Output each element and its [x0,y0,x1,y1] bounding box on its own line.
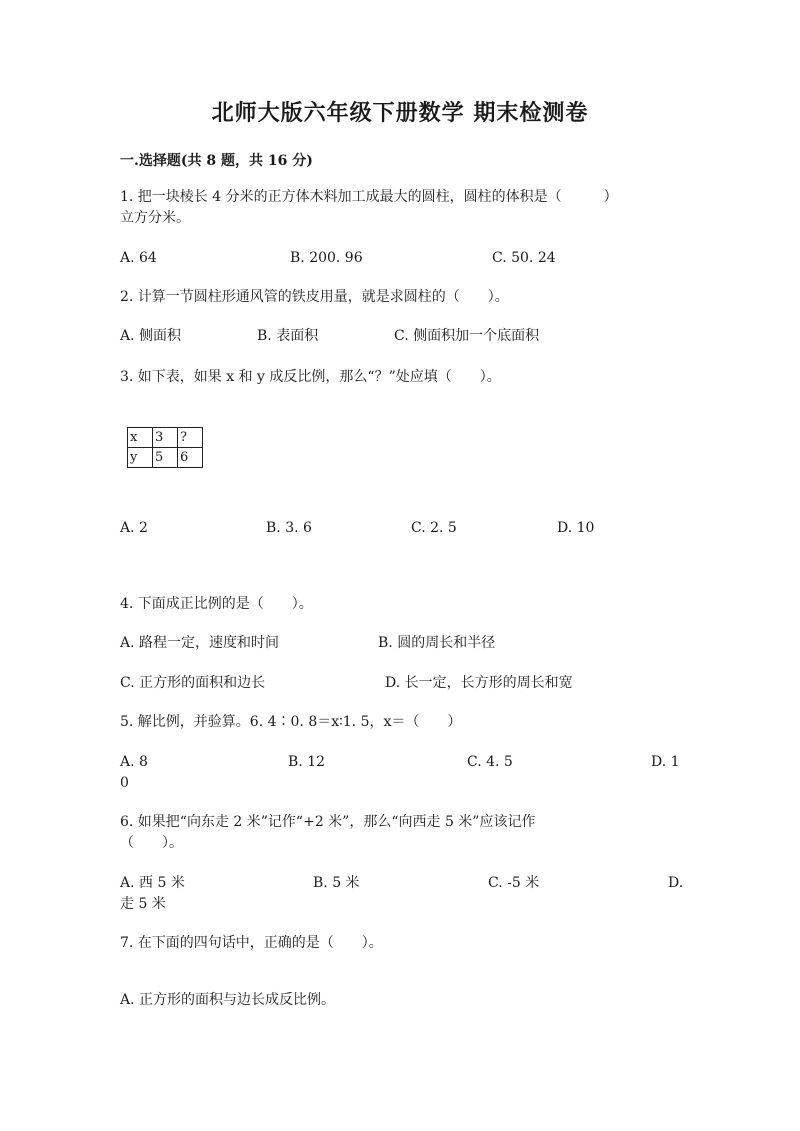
option-c[interactable]: C. 侧面积加一个底面积 [394,328,540,344]
option-b[interactable]: B. 3. 6 [266,520,312,536]
option-b[interactable]: B. 12 [288,754,326,770]
question-5-text: 5. 解比例，并验算。6. 4∶0. 8＝x∶1. 5，x＝（ ） [120,714,462,730]
option-a[interactable]: A. 64 [120,250,157,266]
question-3 [120,367,501,388]
option-b[interactable]: B. 5 米 [313,875,360,891]
question-6-options [120,873,682,915]
table-cell: 5 [153,448,178,468]
question-7-text: 7. 在下面的四句话中，正确的是（ ）。 [120,935,383,951]
question-7-options [120,990,682,1032]
option-b[interactable]: B. 200. 96 [290,250,363,266]
question-1-text-line1: 1. 把一块棱长 4 分米的正方体木料加工成最大的圆柱，圆柱的体积是（ ） [120,189,618,205]
table-cell: 3 [153,428,178,448]
table-cell: ? [178,428,203,448]
section-heading: 一.选择题(共 8 题，共 16 分) [120,153,313,169]
option-c[interactable]: C. -5 米 [488,875,540,891]
table-cell: 6 [178,448,203,468]
question-4-options-row2 [120,673,682,715]
table-cell: x [128,428,153,448]
option-a[interactable]: A. 西 5 米 [120,875,185,891]
question-1 [120,187,618,229]
question-1-options [120,248,682,290]
option-d[interactable]: D. 10 [557,520,595,536]
question-2-text: 2. 计算一节圆柱形通风管的铁皮用量，就是求圆柱的（ ）。 [120,289,509,305]
question-6-text-line2: （ ）。 [120,835,183,851]
question-2 [120,287,509,308]
question-5 [120,712,461,733]
option-c[interactable]: C. 50. 24 [492,250,556,266]
question-4-text: 4. 下面成正比例的是（ ）。 [120,596,313,612]
option-d-wrap: 0 [120,775,129,791]
question-7 [120,933,383,954]
option-d[interactable]: D. [668,875,684,891]
option-a[interactable]: A. 8 [120,754,148,770]
option-c[interactable]: C. 4. 5 [467,754,513,770]
question-6 [120,812,535,854]
question-1-text-line2: 立方分米。 [120,210,190,226]
option-a[interactable]: A. 正方形的面积与边长成反比例。 [120,992,336,1008]
option-b[interactable]: B. 表面积 [257,328,319,344]
question-2-options [120,326,682,368]
table-cell: y [128,448,153,468]
question-3-options [120,518,682,560]
table-row [128,448,203,468]
option-a[interactable]: A. 侧面积 [120,328,182,344]
question-3-text: 3. 如下表，如果 x 和 y 成反比例，那么“？”处应填（ ）。 [120,369,501,385]
page-title: 北师大版六年级下册数学 期末检测卷 [211,100,589,126]
xy-table [127,427,203,468]
option-d-wrap: 走 5 米 [120,896,166,912]
question-5-options [120,752,682,794]
question-6-text-line1: 6. 如果把“向东走 2 米”记作“+2 米”，那么“向西走 5 米”应该记作 [120,814,536,830]
option-d[interactable]: D. 1 [651,754,680,770]
option-d[interactable]: D. 长一定，长方形的周长和宽 [385,675,573,691]
question-4 [120,594,313,615]
option-b[interactable]: B. 圆的周长和半径 [378,635,496,651]
question-4-options-row1 [120,633,682,675]
option-c[interactable]: C. 2. 5 [411,520,457,536]
option-a[interactable]: A. 2 [120,520,148,536]
option-a[interactable]: A. 路程一定，速度和时间 [120,635,280,651]
option-c[interactable]: C. 正方形的面积和边长 [120,675,266,691]
table-row [128,428,203,448]
